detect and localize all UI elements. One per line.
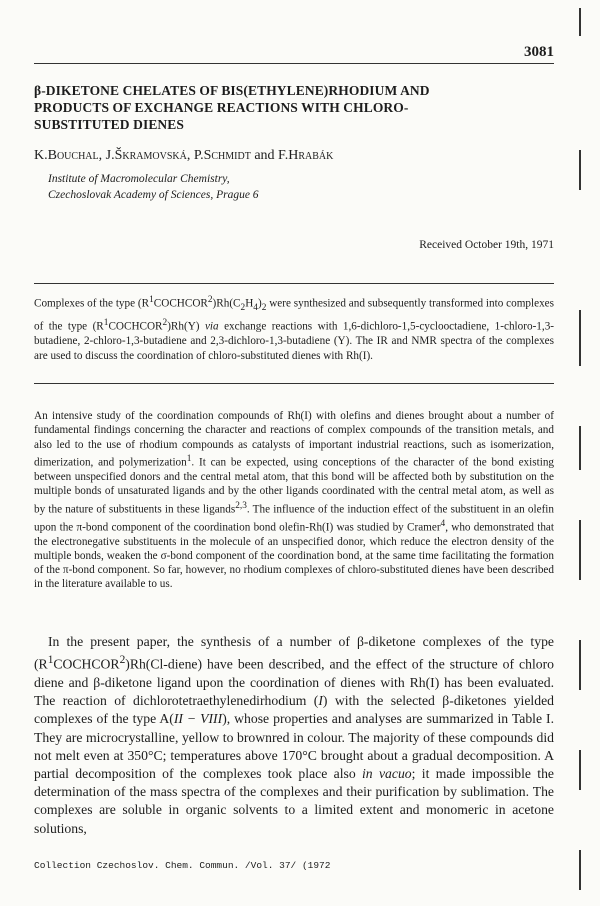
author-name: Škramovská	[114, 148, 187, 163]
introduction-paragraph	[34, 409, 554, 592]
present-paper-paragraph	[34, 633, 554, 838]
author-name: Bouchal	[47, 148, 99, 163]
header-rule	[34, 63, 554, 64]
abstract	[34, 293, 554, 364]
title-line: PRODUCTS OF EXCHANGE REACTIONS WITH CHLORO-	[34, 100, 409, 115]
page-edge-line	[579, 8, 581, 36]
received-date: Received October 19th, 1971	[419, 239, 554, 251]
author-conjunction: and	[254, 148, 275, 163]
title-line: SUBSTITUTED DIENES	[34, 117, 184, 132]
abstract-text: Complexes of the type $(R^1COCHCOR^2)Rh(C_2H_4)_2$ were synthesized and subsequently transformed into complexes of the type $(R^1COCHCOR^2)Rh(Y)$ via exchange reactions with 1,6-dichloro-1,5-cyclooctadiene, 1-chloro-1,3-butadiene, 2-chloro-1,3-butadiene and 2,3-dichloro-1,3-butadiene (Y). The IR and NMR spectra of the complexes are used to discuss the coordination of chloro-substituted dienes with Rh(I).	[34, 295, 555, 362]
page-edge-line	[579, 640, 581, 690]
page-number: 3081	[524, 44, 554, 60]
journal-footer: Collection Czechoslov. Chem. Commun. /Vol. 37/ (1972	[34, 860, 331, 871]
title-line: β-DIKETONE CHELATES OF BIS(ETHYLENE)RHODIUM AND	[34, 83, 430, 98]
page-edge-line	[579, 310, 581, 366]
page-edge-line	[579, 426, 581, 470]
paper-title	[34, 82, 554, 133]
author-name: Hrabák	[288, 148, 334, 163]
page-edge-line	[579, 750, 581, 790]
page-edge-line	[579, 850, 581, 890]
author-initial: P.	[193, 148, 204, 163]
page-edge-line	[579, 150, 581, 190]
intro-text: An intensive study of the coordination compounds of Rh(I) with olefins and dienes brought about a number of fundamental findings concerning the character and reactions of complex compounds of the transition metals, and also led to the use of rhodium compounds as catalysts of important industrial reactions, such as isomerization, dimerization, and polymerization$^1$. It can be expected, using conceptions of the character of the bond existing between unspecified donors and the central metal atom, that this bond will be affected both by substitution on the multiple bonds of unsaturated ligands and by the other ligands coordinated with the central metal atom, as well as by the nature of substituents in these ligands$^{2,3}$. The influence of the induction effect of the substituent in an olefin upon the π-bond component of the coordination bond olefin-Rh(I) was studied by Cramer$^4$, who demonstrated that the electronegative substituents in the molecule of an unspecified donor, which reduce the electron density of the multiple bonds, weaken the σ-bond component of the coordination bond, at the same time facilitating the formation of the π-bond component. So far, however, no rhodium complexes of chloro-substituted dienes have been described in the literature available to us.	[34, 410, 555, 591]
affiliation-line: Institute of Macromolecular Chemistry,	[48, 173, 230, 185]
author-initial: K.	[34, 148, 48, 163]
author-name: Schmidt	[203, 148, 251, 163]
present-text: In the present paper, the synthesis of a number of β-diketone complexes of the type $(R^1COCHCOR^2)Rh(Cl-diene)$ have been described, and the effect of the structure of chloro diene and β-diketone ligand upon the coordination of dienes with Rh(I) has been evaluated. The reaction of dichlorotetraethylenedirhodium (I) with the selected β-diketones yielded complexes of the type A(II − VIII), whose properties and analyses are summarized in Table I. They are microcrystalline, yellow to brownred in colour. The majority of these compounds did not melt even at 350°C; temperatures above 170°C brought about a gradual decomposition. A partial decomposition of the complexes took place also in vacuo; it made impossible the determination of the mass spectra of the complexes and their purification by sublimation. The complexes are soluble in organic solvents to a limited extent and monomeric in acetone solutions,	[34, 634, 555, 836]
author-initial: J.	[105, 148, 115, 163]
affiliation-line: Czechoslovak Academy of Sciences, Prague 6	[48, 189, 259, 201]
author-initial: F.	[278, 148, 289, 163]
page-edge-line	[579, 520, 581, 580]
abstract-bottom-rule	[34, 383, 554, 384]
author-list: K.Bouchal, J.Škramovská, P.Schmidt and F.Hrabák	[34, 148, 334, 163]
affiliation	[48, 171, 259, 203]
abstract-top-rule	[34, 283, 554, 284]
